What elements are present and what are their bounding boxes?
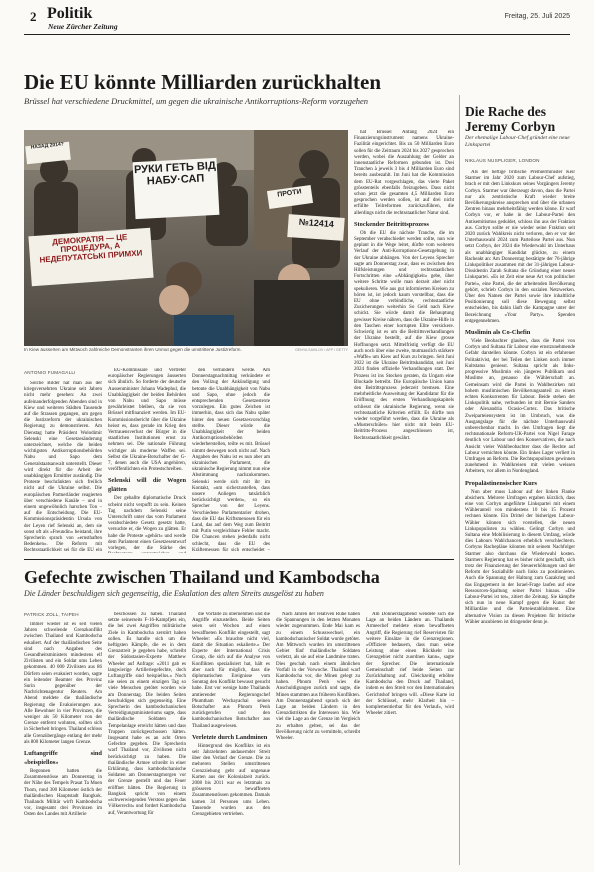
side-deck: Der ehemalige Labour-Chef gründet eine neue Linkspartei xyxy=(465,135,570,148)
lead-column-2 xyxy=(108,368,186,553)
lead-col2-subhead: Selenski will die Wogen glätten xyxy=(108,477,186,494)
protest-sign-bill-number: №12414 xyxy=(287,214,344,241)
lead-col3-text: den verhindern werde. Am Donnerstagnachmittag verkündete er den Vollzug der Ankündigung und betonte die Unabhängigkeit von Nabu und Sapo, ohne jedoch die entsprechenden Gesetzestexte vorzulegen. Ein gutes Zeichen ist immerhin, dass sich das Nabu später hinter den neuen Gesetzesvorschlag stellte. Dieser würde die Unabhängigkeit der beiden Antikorruptionsbehörden wiederherstellen, teilte es mit. Brüssel nimmt deswegen noch nicht auf. Nach Angaben des Nabu ist es nun aber am ukrainischen Parlament, die ukrainische Regierung nimmt nun eine Abstimmung nachzukommen. Selenski werde sich mit ihr im Kontakt, «um sicherzustellen, dass unsere Anliegen tatsächlich berücksichtigt werden», so ein Sprecher von der Leyens. Verschiedene Parlamentarier drohen, dass die EU das Kriftsmenosen für ein Land, das auf dem Weg zum Beitritt mit Putin vergleichbare Fehler macht. Die Chancen stehen jedenfalls nicht schlecht, dass die EU des Kräftemessen für sich entscheidet – xyxy=(192,368,270,553)
lead-col1-text: Solche Bilder hat man aus der kriegsversehrten Ukraine seit Jahren nicht mehr gesehen: An zwei aufeinanderfolgenden Abenden sind in Kiew und weiteren Städten Tausende auf die Strassen gegangen, um gegen die Justizreform der ukrainischen Regierung zu demonstrieren. Am Dienstag hatte Präsident Wolodimir Selenski eine Gesetzesänderung unterzeichnet, welche die beiden wichtigsten Antikorruptionsbehörden Nabu und Sapo dem Generalstaatsanwalt unterstellt. Dieser wird direkt für die Arbeit der unabhängigen Ermittler zuständig. Die Proteste beschränkten sich freilich nicht auf die Ukraine selbst. Die europäischen Partnerländer reagierten über verschiedene Kanäle – und in einem ungewöhnlich harschen Ton – auf die Entscheidung. Die EU-Kommissionspräsidentin Ursula von der Leyen rief Selenski an, dem sie sonst oft als «Freundin» beistand, ihre Sprecherin sprach von «ernsthaften Bedenken». Die Reform mit Rechtsstaatlichkeit sei für die EU ein xyxy=(24,381,102,553)
second-col3-subhead: Verletzte durch Landminen xyxy=(192,733,268,741)
second-column-2 xyxy=(108,612,186,866)
protest-sign-against: ПРОТИ xyxy=(267,185,313,209)
second-col4-text: Nach Jahren der relativen Ruhe haben die Spannungen in den letzten Monaten wieder zugenommen. Ende Mai kam es zu einem Schusswechsel, ein kambodschanischer Soldat wurde getötet. Am Mittwoch wurden im umstrittenen Gebiet fünf thailändische Soldaten verletzt, als sie auf eine Landmine traten. Dies geschah nach einem ähnlichen Vorfall in der Vorwoche. Thailand warf Kambodscha vor, die Minen gelegt zu haben. Phnom Penh wies die Anschuldigungen zurück und sagte, die Minen stammten aus früheren Konflikten. Am Donnerstagabend sprach sich der Lage an beiden Ländern in den Grenzdistrikten die Interessen hin. Wie viel die Lage an der Grenze im Vergleich zu erhalten gelten, sei das der Bevölkerung nicht zu vermitteln, schreibt Wheeler. xyxy=(276,612,360,742)
lead-col4-text: hat Brüssel Anfang 2024 ein Finanzierungsinstrument namens Ukraine-Fazilität eingerichtet. Bis zu 50 Milliarden Euro sollen für die Zeitraum 2024 bis 2027 gesprochen werden, wobei die Auszahlung der Gelder an innenstaatliche Reformen gebunden ist. Drei Tranchen à jeweils 3 bis 4 Milliarden Euro sind bereits ausbezahlt. Im Juni hat die Kommission dem EU-Rat vorgeschlagen, das vierte Paket grösstenteils ebenfalls freizugeben. Dass nicht schon jetzt die gesamten 4,5 Milliarden Euro gesprochen werden sollen, ist auf drei nicht erfüllte Teilreformen zurückzuführen, die allerdings nicht die rechtsstaatlicher Natur sind. xyxy=(354,130,454,216)
header-rule xyxy=(24,34,570,35)
lead-column-1 xyxy=(24,381,102,553)
second-col3-text: die Vorfälle zu übernehmen und die Angriffe einzustellen. Beide Seiten seien seit Wochen auf einen bewaffneten Konflikt eingestellt, sagt Wheeler: «Es brauchte nicht viel, damit die Situation eskalierte.» Der Experte der International Crisis Group, die sich auf die Analyse von Konflikten spezialisiert hat, hält es aber nach für möglich, dass die diplomatischen Ereignisse vom Sonntag den Konflikt bewusst gesucht habe. Erst vor wenige hatte Thailands amtierender Regierungschef Phumtham Wechayachai seinen Botschafter aus Phnom Penh zurückgerufen und den kambodschanischen Botschafter aus Thailand ausgewiesen. xyxy=(192,612,270,729)
issue-date: Freitag, 25. Juli 2025 xyxy=(504,13,570,20)
side-col3-text: Nun aber muss Labour auf der linken Flanke absichern. Mehrere Umfragen ergaben kürzlich, dass eine von Corbyn angeführte Linkspartei mit einem Wähleranteil von mindestens 10 bis 15 Prozent rechnen könnte. Ein Drittel der bisherigen Labour-Wähler können sich vorstellen, die neuen Linkspopulisten zu wählen. Gelingt Corbyn und Sultana eine Mobilisierung in diesem Umfang, würde dies Labours Wahlchancen erheblich verschlechtern. Corbyns Rachepläne könnten mit seinem Nachfolger Starmer also durchaus die Wiederwahl kosten. Starmers Regierung hat es bisher nicht geschafft, sich trotz der Finanzierung der Steuererhöhungen und der Reform der Sozialhilfe nach links zu positionieren. Auch die Spannung der Haltung zum Gazakrieg und das Engagement in der Israel-Frage laufen auf eine Ressourcen-Spaltung seiner Partei hinaus. «Die Labour-Partei ist tot», zitiert die Zeitung. Sie kämpfte sich nun in neue Kampf gegen die Kunst der Milliardäre und die Parteiestablishment. Eine alternative Vision zu diesen Projekten für britische Wähler anzubieten ist dringender denn je. xyxy=(465,489,575,625)
side-headline: Die Rache des Jeremy Corbyn xyxy=(465,104,556,134)
second-headline: Gefechte zwischen Thailand und Kambodscha xyxy=(24,567,380,587)
lead-column-4 xyxy=(354,130,454,553)
page-number: 2 xyxy=(30,9,37,24)
photo-caption xyxy=(24,347,348,353)
side-col1-text: Als der heftige britische Premierminister Keir Starmer im Jahr 2020 zum Labour-Chef aufstieg, brach er mit dem Linkskurs seines Vorgängers Jeremy Corbyn. Starmer war überzeugt davon, dass die Partei nur als zentristische Kraft wieder breite Bevölkerungskreise ansprechen und über die urbanen Zentren hinaus mehrheitsfähig werden könne. Er warf Corbyn vor, er habe in der Labour-Partei den Antisemitismus geduldet, schloss ihn aus der Fraktion aus. Corbyn sollte er nie wieder seine Fraktion seit 2020 zurück Wahlkreis nicht verloren, den er vor der Unterhauswahl 2024 zum Parteilose Partei aus. Nun setzt Corbyn, der 2024 die Wiederwahl im Unterhaus als unabhängiger Kandidat glückte, zu einem Racheakt an: Am Donnerstag bestätigte der 76-jährige Linkspolitiker zusammen mit der 31-jährigen Labour-Dissidentin Zarah Sultana die Gründung einer neuen Linkspartei. «Es ist Zeit eine neue Art von politischer Partei», eine Partei, die der arbeitenden Bevölkerung gehört, schrieb Corbyn in den sozialen Netzwerken. Über den Namen der Partei sowie ihre inhaltliche Positionierung soll diese Bewegung selbst entscheiden, bis dahin läuft die Kampagne unter der Bezeichnung «Your Party». Spenden entgegennehmen. xyxy=(465,170,575,324)
protest-sign-2014: НАЗАД 2014? xyxy=(25,142,71,165)
section-title: Politik xyxy=(47,5,93,22)
second-col1b-text: Begonnen hatten die Zusammenstösse am Donnerstag in der Nähe des Tempels Prasat Ta Muen Thom, rund 300 Kilometer östlich der thailändischen Hauptstadt Bangkok. Thailands Militär wirft Kambodscha vor, insgesamt drei Provinzen im Osten des Landes mit Artillerie xyxy=(24,769,102,818)
second-byline: PATRICK ZOLL, TAIPEH xyxy=(24,612,79,617)
photo-credit: GENYA SAVILOV / AFP / GETTY xyxy=(295,348,348,352)
protest-sign-democracy: ДЕМОКРАТІЯ — ЦЕ ПРОЦЕДУРА, А НЕДЕПУТАТСЬКІ ПРИМХИ xyxy=(28,228,153,286)
section-rule xyxy=(24,559,454,560)
photo-caption-text: In Kiew äusserten am Mittwoch zahlreiche Demonstranten ihren Unmut gegen die umstrittene Justizreform. xyxy=(24,347,242,352)
lead-col4b-text: Ob die EU die nächste Tranche, die im September verabschiedet werden sollte, nun wie geplant in die Wege leitet, dürfte vom weiteren Verlauf der Anti-Korruptions-Gesetzgebung in der Ukraine abhängen. Von der Leyens Sprecher sagte am Donnerstag zwar, dass es zwischen den Hilfsleistungen und rechtsstaatlichen Fortschritten eine «Abhängigkeit» gebe, über weitere Schritte wolle man derzeit aber nicht spekulieren. Wie aus gut informierten Kreisen zu hören ist, ist jedoch kaum vorstellbar, dass die EU ohne verbindliche, rechtsstaatliche Zusicherungen weiterhin So Geld nach Kiew schickt. Sie würde damit die Behauptung gewisser Kreise nähren, dass die Ukraine-Hilfe in den Taschen einer korrupten Elite versickere. Schwierig ist es um die Beitrittsverhandlungen der Ukraine bestellt, auf die Kiew grosse Hoffnungen setzt. Mittelfristig verfügt die EU auch noch über eine zweite, mutmasslich stärkere «Waffe» um Kiew auf Kurs zu bringen. Seit Juni 2022 ist die Ukraine Beitrittskandidat, seit Juni 2024 finden offizielle Verhandlungen statt. Der Prozess ist ins Stocken geraten, da Ungarn eine Blockade betreibt. Die Europäische Union kann den Beitrittsprozess jederzeit bremsen. Eine mehrheitliche Ausweitung der Kandidatur für die Eröffnung des ersten Verhandlungskapitels schliesst die ukrainische Regierung, wenn sie rechtsstaatliche Kriterien erfüllt. Es dürfte nun wieder vorgeführt werden, dass die Ukraine als «Musterschüler» hier nicht mit beim EU-Beitritts-Prozess angeschlossen ist, Rechtsstaatlichkeit gewährt. xyxy=(354,230,454,441)
second-column-4 xyxy=(276,612,360,866)
protest-photo xyxy=(24,130,348,346)
lead-col2-text: EU-Kommissare und Vertreter europäischer Regierungen äusserten sich ähnlich. So forderte der deutsche Aussenminister Johann Wadephul, die Unabhängigkeit der beiden Behörden von Nabu und Sapo müsse gewährleistet bleiben, da sie von Brüssel mitfinanziert werden. Im EU-Kommissionsbericht über die Ukraine heisst es, dass gerade im Krieg den Vertrauensverlust der Bürger in die staatlichen Institutionen ernst zu nehmen sei. Die nationale Führung wichtiger als moderne Waffen sei. Selbst die Ukraine-Botschafter der G-7, denen auch die USA angehören, veröffentlichten ein Protestschreiben. xyxy=(108,368,186,473)
lead-deck: Brüssel hat verschiedene Druckmittel, um gegen die ukrainische Antikorruptions-Reform vorzugehen xyxy=(24,96,369,106)
lead-byline: ANTONIO FUMAGALLI xyxy=(24,370,76,375)
lead-column-3 xyxy=(192,368,270,553)
lead-headline: Die EU könnte Milliarden zurückhalten xyxy=(24,70,382,94)
protest-sign-hands-off: РУКИ ГЕТЬ ВІД НАБУ·САП xyxy=(133,158,220,219)
second-col2-text: beschossen zu haben. Thailand setzte seinerseits F-16-Kampfjets ein, die bei zwei Angriffen militärische Ziele in Kambodscha zerstört haben sollen. Es handle sich um die heftigsten Kämpfe, die es in dem Grenzstreit je gegeben habe, schreibt der Südostasien-Experte Matthew Wheeler auf Anfrage: «2011 gab es langwierige Artilleriegefechte, doch Luftangriffe sind beispiellos.» Noch nie seien zu einem einzigen Tag so viele Menschen getötet worden wie am Donnerstag. Die beiden Seiten beschuldigen sich gegenseitig. Eine Sprecherin des kambodschanischen Verteidigungsministeriums sagte, dass thailändische Soldaten die Tempelanlage erreicht hätten und dass Truppen zurückgeschossen hätten. Insgesamt habe es an acht Orten Gefechte gegeben. Die Sprecherin warf Thailand vor, Zivilisten nicht berücksichtigt zu haben. Die thailändische Armee schreibt in einer Erklärung, dass kambodschanische Soldaten am Donnerstagmorgen vor der Grenze gestellt und das Feuer eröffnet hätten. Die Regierung in Bangkok spricht von einem «schwerwiegenden Verstoss gegen das Völkerrecht» und fordert Kambodscha auf, Verantwortung für xyxy=(108,612,186,816)
second-column-3 xyxy=(192,612,270,866)
newspaper-name: Neue Zürcher Zeitung xyxy=(48,22,118,31)
second-column-5 xyxy=(366,612,454,866)
lead-col4-subhead: Stockender Beitrittsprozess xyxy=(354,220,429,228)
side-subhead-1: Muslimin als Co-Chefin xyxy=(465,329,531,337)
side-body xyxy=(465,170,575,866)
second-col1-subhead: Luftangriffe sind «beispiellos» xyxy=(24,750,102,767)
column-divider xyxy=(459,95,460,865)
lead-col2b-text: Der geballte diplomatische Druck scheint nicht verpufft zu sein. Keinen Tag nachdem Selenski seine Unterschrift unter das vom Parlament verabschiedete Gesetz gesetzt hatte, versuchte er, die Wogen zu glätten. Er habe die Proteste «gehört» und werde dem Parlament einen Gesetzesentwurf vorlegen, der die Stärke des xyxy=(108,496,186,552)
second-column-1 xyxy=(24,622,102,866)
side-byline: NIKLAUS NUSPLIGER, LONDON xyxy=(465,158,540,163)
second-deck: Die Länder beschuldigen sich gegenseitig, die Eskalation des alten Streits ausgelöst zu haben xyxy=(24,589,324,598)
second-col5-text: Am Donnerstagabend wendete sich die Lage an beiden Ländern an. Thailands Armeechef meldete einen bewaffneten Angriff, die Regierung rief Reservisten für weitere Einsätze in die Grenzregionen. «Offiziere bedauern, dass man seine Leistung ohne einen Rückkehr ins Grenzgebiet nicht zuordnen kann», sagte der Sprecher. Die internationale Gemeinschaft rief beide Seiten zur Zurückhaltung auf. Gleichzeitig erhöhte Kambodscha den Druck auf Thailand, indem es den Streit vor den Internationalen Gerichtshof bringen will. «Diese Karte ist der Schlüssel, mehr Klarheit hin – komplementierbar für den Verlauf», wird Wheeler zitiert. xyxy=(366,612,454,717)
second-col3b-text: Hintergrund des Konflikts ist ein seit Jahrzehnten andauernder Streit über den Verlauf der Grenze. Die zu mehreren Stellen umstrittenen Grenzziehung geht auf ungenaue Karten aus der Kolonialzeit zurück. 2008 bis 2011 war es letztmals zu grösseren bewaffneten Zusammenstössen gekommen. Damals kamen 34 Personen ums Leben. Tausende wurden aus den Grenzgebieten vertrieben. xyxy=(192,743,270,818)
second-col1-text: Immer wieder ist es seit vielen Jahren schwelende Grenzkonflikt zwischen Thailand und Kambodscha eskaliert. Auf der thailändischen Seite sind nach Angaben des Gesundheitsministers mindestens elf Zivilisten und ein Soldat ums Leben gekommen. 40 000 Zivilisten aus 86 Dörfern seien evakuiert worden, sagte ein leitender Beamter des Provinz Surin gegenüber der Nachrichtenagentur Reuters. Am Abend meldete die thailändische Regierung die Evakuierungen aus. Alle Bewohner in vier Provinzen, die weniger als 50 Kilometer von der Grenze entfernt wohnten, sollten sich in Sicherheit bringen. Thailand schloss alle Grenzübergänge entlang der mehr als 800 Kilometer langen Grenze. xyxy=(24,622,102,745)
side-subhead-2: Propalästinensischer Kurs xyxy=(465,479,538,487)
side-col2-text: Viele Beobachter glauben, dass die Partei von Corbyn und Sultana für Labour eine ernstzunehmende Gefahr darstellen könnte. Corbyn ist ein erfahrener Politaktivist, der bei Teilen der Linken noch immer Kultstatus geniesst. Sultana spricht als links-progressive Muslimin ein jüngeres Publikum und Muslime an, genauso die Wählerschaft an. Gemeinsam wird die Partei in Wahlbezirken mit hohem muslimischen Bevölkerungsanteil zu einem echten Konkurrenten für Labour. Beide stehen der Linkspolitik nahe, verbunden ist mit Bernie Sanders oder Alexandria Ocasio-Cortez. Das britische Zweiparteiensystem ist im Umbruch, was die Ausgangslage für die nächste Unterhauswahl unberechenbar macht. In den Umfragen liegt die rechtsnationale Reform-UK-Partei von Nigel Farage deutlich vor Labour und den Konservativen, die nach Ansicht vieler Wahlbeobachter dass die Rechte auf Labour vernichten könnte. Ein linkes Lager verliert in Umfragen an Reform. Die Rechtspopulisten gewinnen zunehmend in Wahlkreisen mit vielen weissen Arbeitern, vor allem in Nordengland. xyxy=(465,339,575,475)
